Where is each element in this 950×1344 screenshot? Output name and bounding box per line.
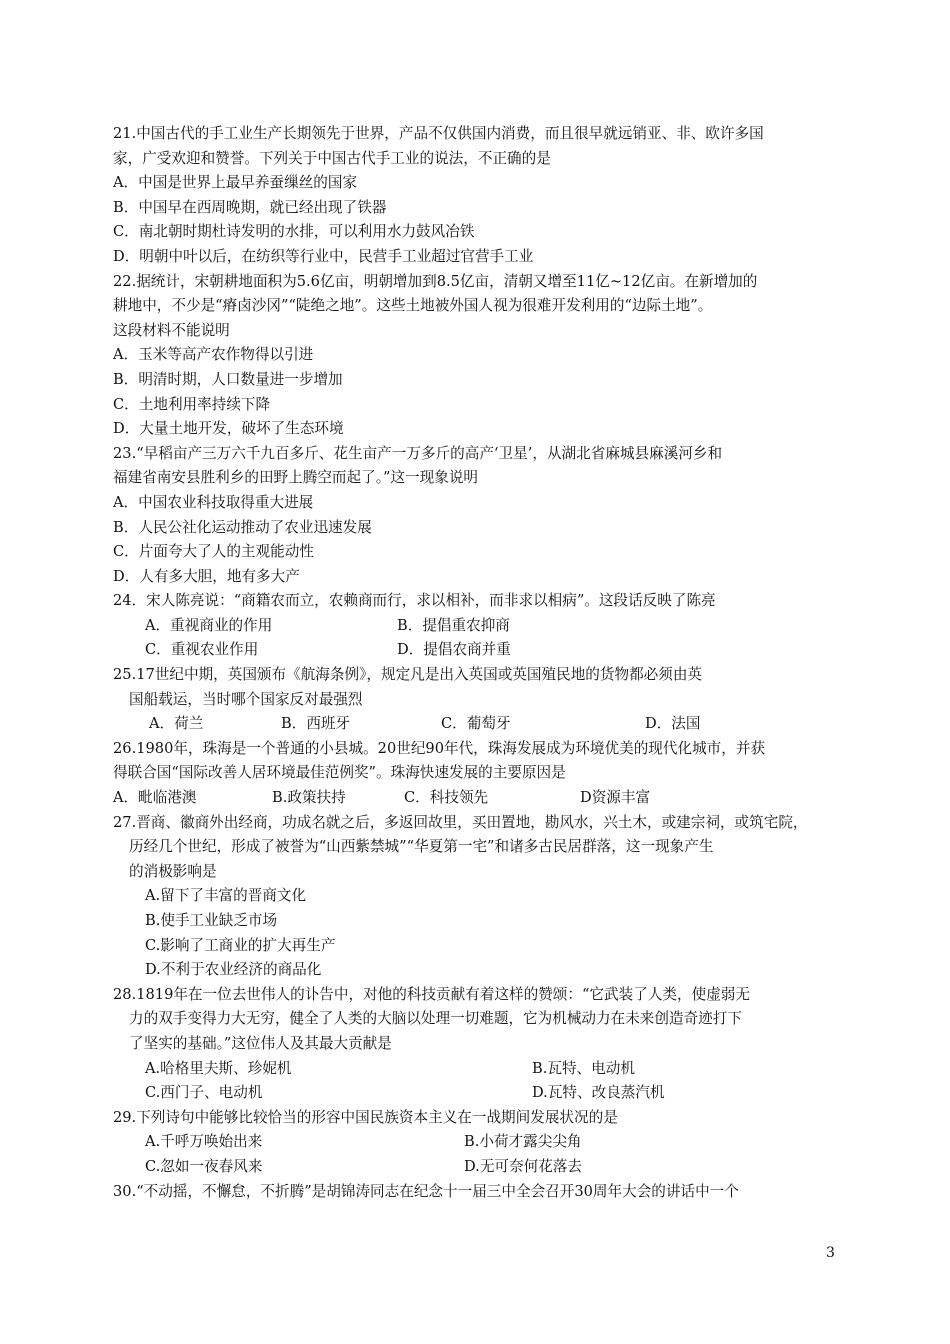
question-stem-line: 21.中国古代的手工业生产长期领先于世界，产品不仅供国内消费，而且很早就远销亚、非、欧许多国 [113, 125, 764, 142]
page-number: 3 [826, 1245, 835, 1261]
question-stem-line: 22.据统计，宋朝耕地面积为5.6亿亩，明朝增加到8.5亿亩，清朝又增至11亿~12亿亩。在新增加的 [113, 272, 758, 290]
question-stem-line: 28.1819年在一位去世伟人的讣告中，对他的科技贡献有着这样的赞颂：“它武装了人类，使虚弱无 [113, 985, 750, 1003]
option-b: B．西班牙 [281, 715, 351, 733]
option-c: C．科技领先 [404, 789, 489, 807]
option-c: C．片面夸大了人的主观能动性 [113, 543, 314, 561]
option-d: D．人有多大胆，地有多大产 [113, 567, 300, 585]
question-stem-line: 国船载运，当时哪个国家反对最强烈 [129, 690, 363, 708]
option-b: B.小荷才露尖尖角 [464, 1133, 582, 1151]
option-d: D资源丰富 [580, 789, 651, 807]
option-a: A．中国是世界上最早养蚕缫丝的国家 [113, 174, 358, 192]
option-a: A．毗临港澳 [113, 789, 197, 807]
option-d: D.不利于农业经济的商品化 [145, 961, 322, 979]
question-stem-line: 26.1980年，珠海是一个普通的小县城。20世纪90年代，珠海发展成为环境优美的现代化城市，并获 [113, 739, 766, 757]
question-stem-line: 家，广受欢迎和赞誉。下列关于中国古代手工业的说法，不正确的是 [113, 149, 551, 167]
option-c: C．重视农业作用 [145, 641, 259, 659]
option-b: B．中国早在西周晚期，就已经出现了铁器 [113, 198, 387, 216]
option-a: A．玉米等高产农作物得以引进 [113, 346, 314, 364]
option-b: B.瓦特、电动机 [532, 1059, 635, 1077]
question-stem-line: 福建省南安县胜利乡的田野上腾空而起了。”这一现象说明 [113, 469, 479, 487]
question-stem-line: 30.“不动摇，不懈怠，不折腾”是胡锦涛同志在纪念十一届三中全会召开30周年大会的讲话中一个 [113, 1182, 739, 1200]
question-stem-line: 24．宋人陈亮说：“商籍农而立，农赖商而行，求以相补，而非求以相病”。这段话反映了陈亮 [113, 592, 716, 610]
option-a: A．中国农业科技取得重大进展 [113, 493, 314, 511]
question-stem-line: 29.下列诗句中能够比较恰当的形容中国民族资本主义在一战期间发展状况的是 [113, 1108, 618, 1126]
question-23 [113, 442, 848, 590]
option-b: B.政策扶持 [272, 789, 346, 807]
question-stem-line: 耕地中，不少是“瘠卤沙冈”“陡绝之地”。这些土地被外国人视为很难开发利用的“边际土地”。 [113, 297, 713, 315]
option-c: C.西门子、电动机 [145, 1084, 263, 1102]
question-stem-line: 23.“早稻亩产三万六千九百多斤、花生亩产一万多斤的高产‘卫星’，从湖北省麻城县麻溪河乡和 [113, 444, 723, 462]
option-row [113, 614, 848, 639]
option-a: A.哈格里夫斯、珍妮机 [145, 1059, 292, 1077]
question-28 [113, 983, 848, 1106]
option-c: C．葡萄牙 [441, 715, 511, 733]
option-a: A．重视商业的作用 [145, 616, 273, 634]
option-d: D．法国 [645, 715, 701, 733]
option-d: D．明朝中叶以后，在纺织等行业中，民营手工业超过官营手工业 [113, 247, 534, 265]
question-30 [113, 1180, 848, 1205]
question-27 [113, 811, 848, 983]
option-b: B．提倡重农抑商 [397, 616, 510, 634]
question-stem-line: 的消极影响是 [129, 862, 217, 880]
option-c: C．土地利用率持续下降 [113, 395, 271, 413]
question-stem-line: 27.晋商、徽商外出经商，功成名就之后，多返回故里，买田置地，勘风水，兴土木，或建宗祠，或筑宅院， [113, 813, 808, 831]
option-row [113, 712, 848, 737]
option-c: C.忽如一夜春风来 [145, 1157, 263, 1175]
option-row [113, 638, 848, 663]
option-row [113, 1130, 848, 1155]
question-24 [113, 589, 848, 663]
question-21 [113, 122, 848, 270]
question-stem-line: 25.17世纪中期，英国颁布《航海条例》，规定凡是出入英国或英国殖民地的货物都必须由英 [113, 666, 703, 684]
question-29 [113, 1106, 848, 1180]
option-b: B．明清时期，人口数量进一步增加 [113, 370, 343, 388]
option-d: D．大量土地开发，破坏了生态环境 [113, 420, 344, 438]
option-d: D.无可奈何花落去 [464, 1157, 582, 1175]
question-stem-line: 得联合国“国际改善人居环境最佳范例奖”。珠海快速发展的主要原因是 [113, 764, 566, 782]
question-25 [113, 663, 848, 737]
option-c: C.影响了工商业的扩大再生产 [145, 936, 336, 954]
question-stem-line: 了坚实的基础。”这位伟人及其最大贡献是 [129, 1034, 392, 1052]
question-stem-line: 这段材料不能说明 [113, 321, 230, 339]
option-row [113, 1057, 848, 1082]
option-d: D．提倡农商并重 [397, 641, 511, 659]
question-stem-line: 历经几个世纪，形成了被誉为“山西紫禁城”“华夏第一宅”和诸多古民居群落，这一现象产生 [129, 838, 714, 856]
option-b: B．人民公社化运动推动了农业迅速发展 [113, 518, 372, 536]
option-a: A．荷兰 [149, 715, 204, 733]
option-d: D.瓦特、改良蒸汽机 [532, 1084, 665, 1102]
question-list [113, 122, 848, 1204]
option-c: C．南北朝时期杜诗发明的水排，可以利用水力鼓风冶铁 [113, 223, 475, 241]
option-row [113, 1155, 848, 1180]
option-b: B.使手工业缺乏市场 [145, 912, 278, 929]
option-row [113, 786, 848, 811]
question-22 [113, 270, 848, 442]
option-a: A.留下了丰富的晋商文化 [145, 887, 307, 905]
option-a: A.千呼万唤始出来 [145, 1133, 263, 1151]
question-stem-line: 力的双手变得力大无穷，健全了人类的大脑以处理一切难题，它为机械动力在未来创造奇迹打下 [129, 1010, 742, 1028]
question-26 [113, 737, 848, 811]
option-row [113, 1081, 848, 1106]
